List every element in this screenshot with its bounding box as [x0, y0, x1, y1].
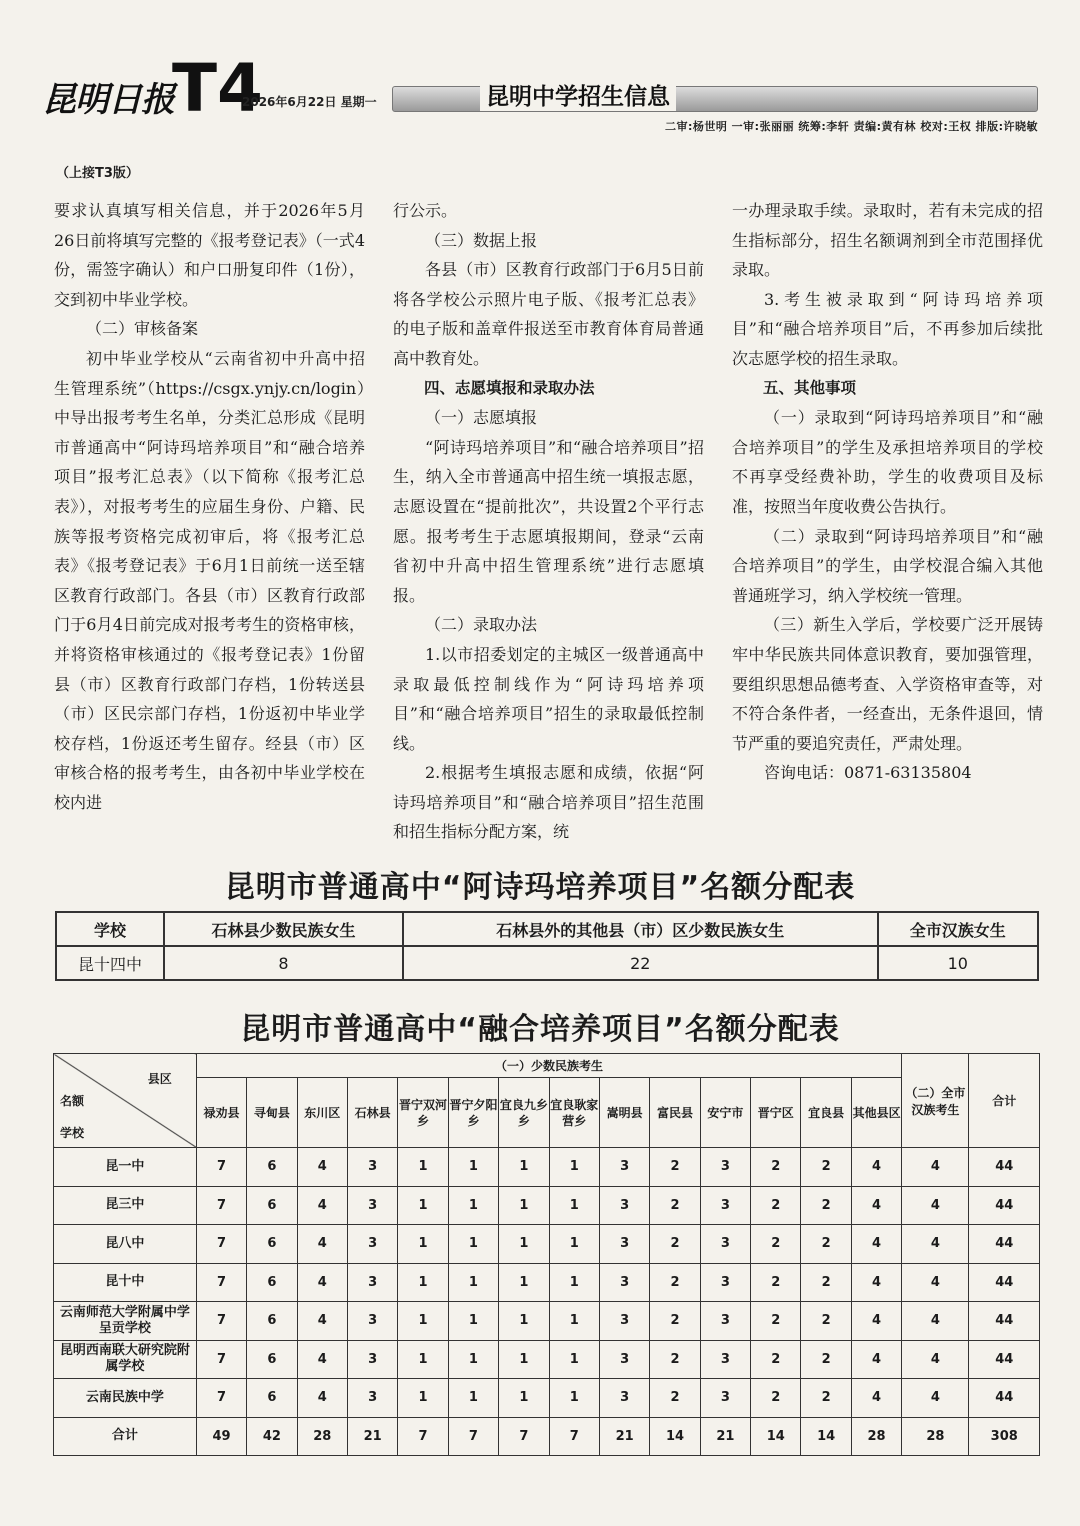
quota-cell: 3 [599, 1340, 649, 1379]
table-cell: 10 [878, 946, 1038, 980]
quota-cell: 21 [599, 1417, 649, 1456]
quota-cell: 4 [851, 1225, 901, 1264]
quota-cell: 6 [247, 1148, 297, 1187]
quota-cell: 4 [902, 1340, 969, 1379]
quota-cell: 14 [801, 1417, 851, 1456]
quota-cell: 14 [751, 1417, 801, 1456]
county-header: 富民县 [650, 1078, 700, 1148]
column-header: 全市汉族女生 [878, 912, 1038, 946]
quota-cell: 1 [549, 1148, 599, 1187]
quota-cell: 4 [297, 1186, 347, 1225]
ashima-quota-table [55, 911, 1039, 981]
article-paragraph: 1.以市招委划定的主城区一级普通高中录取最低控制线作为“阿诗玛培养项目”和“融合培养项目”招生的录取最低控制线。 [393, 644, 704, 753]
quota-cell: 2 [801, 1340, 851, 1379]
county-header: 晋宁区 [751, 1078, 801, 1148]
quota-cell: 44 [969, 1263, 1040, 1302]
quota-cell: 3 [599, 1379, 649, 1418]
quota-cell: 14 [650, 1417, 700, 1456]
quota-cell: 3 [700, 1263, 750, 1302]
quota-cell: 7 [499, 1417, 549, 1456]
quota-cell: 2 [751, 1379, 801, 1418]
article-paragraph: 四、志愿填报和录取办法 [424, 378, 595, 397]
table1-title: 昆明市普通高中“阿诗玛培养项目”名额分配表 [224, 870, 856, 905]
quota-cell: 4 [297, 1148, 347, 1187]
column-header: 石林县少数民族女生 [164, 912, 403, 946]
quota-cell: 1 [398, 1302, 448, 1341]
quota-cell: 7 [196, 1340, 246, 1379]
quota-cell: 4 [297, 1225, 347, 1264]
county-header: 宜良耿家营乡 [549, 1078, 599, 1148]
table-cell: 昆十四中 [56, 946, 164, 980]
quota-cell: 1 [448, 1340, 498, 1379]
table-cell: 8 [164, 946, 403, 980]
school-name: 昆三中 [54, 1186, 197, 1225]
quota-cell: 1 [398, 1340, 448, 1379]
quota-cell: 3 [700, 1148, 750, 1187]
article-paragraph: （三）新生入学后，学校要广泛开展铸牢中华民族共同体意识教育，要加强管理，要组织思想品德考查、入学资格审查等，对不符合条件者，一经查出，无条件退回，情节严重的要追究责任，严肃处理。 [732, 615, 1043, 753]
quota-cell: 44 [969, 1225, 1040, 1264]
quota-cell: 4 [851, 1263, 901, 1302]
table-row [54, 1225, 1040, 1264]
quota-cell: 1 [448, 1225, 498, 1264]
table-row [54, 1417, 1040, 1456]
school-name: 昆一中 [54, 1148, 197, 1187]
quota-cell: 7 [196, 1379, 246, 1418]
quota-cell: 3 [599, 1186, 649, 1225]
quota-cell: 2 [650, 1379, 700, 1418]
section-title: 昆明中学招生信息 [480, 78, 676, 111]
quota-cell: 1 [398, 1263, 448, 1302]
quota-cell: 6 [247, 1186, 297, 1225]
quota-cell: 44 [969, 1302, 1040, 1341]
quota-cell: 44 [969, 1186, 1040, 1225]
quota-cell: 1 [448, 1302, 498, 1341]
minority-group-header: （一）少数民族考生 [196, 1054, 901, 1078]
quota-cell: 1 [448, 1263, 498, 1302]
article-paragraph: （二）录取办法 [425, 615, 538, 635]
school-name: 昆明西南联大研究院附属学校 [54, 1340, 197, 1379]
quota-cell: 1 [499, 1340, 549, 1379]
article-paragraph: 2.根据考生填报志愿和成绩，依据“阿诗玛培养项目”和“融合培养项目”招生范围和招生指标分配方案，统 [393, 763, 704, 842]
article-paragraph: 行公示。 [393, 201, 458, 220]
quota-cell: 21 [347, 1417, 397, 1456]
county-header: 石林县 [347, 1078, 397, 1148]
quota-cell: 2 [751, 1302, 801, 1341]
quota-cell: 1 [448, 1186, 498, 1225]
quota-cell: 4 [902, 1148, 969, 1187]
county-header: 嵩明县 [599, 1078, 649, 1148]
quota-cell: 21 [700, 1417, 750, 1456]
article-column-2 [393, 196, 704, 847]
quota-cell: 4 [851, 1379, 901, 1418]
county-header: 东川区 [297, 1078, 347, 1148]
quota-cell: 4 [902, 1186, 969, 1225]
quota-cell: 1 [499, 1225, 549, 1264]
table-row [54, 1302, 1040, 1341]
quota-cell: 3 [700, 1225, 750, 1264]
quota-cell: 1 [549, 1186, 599, 1225]
school-name: 云南民族中学 [54, 1379, 197, 1418]
quota-cell: 2 [801, 1148, 851, 1187]
quota-cell: 1 [499, 1379, 549, 1418]
quota-cell: 3 [599, 1225, 649, 1264]
quota-cell: 6 [247, 1340, 297, 1379]
table-row [54, 1379, 1040, 1418]
table-corner-cell: 县区 名额 学校 [54, 1054, 197, 1148]
article-column-1 [54, 196, 365, 847]
quota-cell: 3 [700, 1340, 750, 1379]
article-paragraph: （二）录取到“阿诗玛培养项目”和“融合培养项目”的学生，由学校混合编入其他普通班学习，纳入学校统一管理。 [732, 526, 1043, 605]
quota-cell: 2 [650, 1225, 700, 1264]
quota-cell: 7 [448, 1417, 498, 1456]
quota-cell: 1 [549, 1263, 599, 1302]
quota-cell: 4 [297, 1340, 347, 1379]
table-row [54, 1186, 1040, 1225]
article-body [54, 196, 1044, 847]
article-paragraph: 初中毕业学校从“云南省初中升高中招生管理系统”（https://csgx.ynjy.cn/login）中导出报考考生名单，分类汇总形成《昆明市普通高中“阿诗玛培养项目”和“融合培养项目”报考汇总表》（以下简称《报考汇总表》），对报考考生的应届生身份、户籍、民族等报考资格完成初审后，将《报考汇总表》《报考登记表》于6月1日前统一送至辖区教育行政部门。各县（市）区教育行政部门于6月4日前完成对报考考生的资格审核，并将资格审核通过的《报考登记表》1份留县（市）区教育行政部门存档，1份转送县（市）区民宗部门存档，1份返初中毕业学校存档，1份返还考生留存。经县（市）区审核合格的报考考生，由各初中毕业学校在校内进 [54, 348, 365, 812]
quota-cell: 4 [851, 1340, 901, 1379]
article-paragraph: 五、其他事项 [763, 378, 857, 397]
integration-quota-table [53, 1053, 1040, 1456]
quota-cell: 3 [347, 1148, 397, 1187]
article-paragraph: 各县（市）区教育行政部门于6月5日前将各学校公示照片电子版、《报考汇总表》的电子版和盖章件报送至市教育体育局普通高中教育处。 [393, 260, 704, 368]
quota-cell: 3 [347, 1302, 397, 1341]
quota-cell: 44 [969, 1379, 1040, 1418]
quota-cell: 1 [499, 1263, 549, 1302]
quota-cell: 3 [347, 1186, 397, 1225]
quota-cell: 1 [549, 1225, 599, 1264]
quota-cell: 2 [751, 1186, 801, 1225]
table-header-row [56, 912, 1038, 946]
quota-cell: 7 [196, 1302, 246, 1341]
school-name: 昆八中 [54, 1225, 197, 1264]
quota-cell: 2 [751, 1225, 801, 1264]
quota-cell: 4 [297, 1379, 347, 1418]
quota-cell: 2 [801, 1186, 851, 1225]
county-header: 其他县区 [851, 1078, 901, 1148]
quota-cell: 3 [599, 1263, 649, 1302]
quota-cell: 1 [398, 1379, 448, 1418]
quota-cell: 42 [247, 1417, 297, 1456]
quota-cell: 2 [650, 1340, 700, 1379]
quota-cell: 2 [751, 1148, 801, 1187]
quota-cell: 4 [902, 1379, 969, 1418]
page-number: T4 [172, 50, 263, 127]
county-header: 禄劝县 [196, 1078, 246, 1148]
quota-cell: 6 [247, 1225, 297, 1264]
quota-cell: 7 [196, 1186, 246, 1225]
quota-cell: 4 [902, 1225, 969, 1264]
column-header: 石林县外的其他县（市）区少数民族女生 [403, 912, 878, 946]
quota-cell: 3 [599, 1148, 649, 1187]
article-paragraph: 咨询电话：0871-63135804 [764, 763, 972, 783]
county-header: 晋宁双河乡 [398, 1078, 448, 1148]
quota-cell: 4 [902, 1302, 969, 1341]
article-paragraph: （一）录取到“阿诗玛培养项目”和“融合培养项目”的学生及承担培养项目的学校不再享受经费补助，学生的收费项目及标准，按照当年度收费公告执行。 [732, 408, 1043, 516]
quota-cell: 6 [247, 1379, 297, 1418]
quota-cell: 1 [499, 1186, 549, 1225]
quota-cell: 7 [549, 1417, 599, 1456]
quota-cell: 2 [801, 1263, 851, 1302]
article-paragraph: 3.考生被录取到“阿诗玛培养项目”和“融合培养项目”后，不再参加后续批次志愿学校的招生录取。 [732, 289, 1043, 368]
quota-cell: 7 [196, 1225, 246, 1264]
quota-cell: 44 [969, 1340, 1040, 1379]
quota-cell: 1 [398, 1225, 448, 1264]
quota-cell: 49 [196, 1417, 246, 1456]
quota-cell: 28 [902, 1417, 969, 1456]
quota-cell: 3 [599, 1302, 649, 1341]
quota-cell: 2 [801, 1302, 851, 1341]
article-paragraph: （三）数据上报 [425, 230, 538, 250]
article-column-3 [732, 196, 1043, 847]
quota-cell: 1 [549, 1340, 599, 1379]
quota-cell: 2 [650, 1263, 700, 1302]
quota-cell: 7 [196, 1148, 246, 1187]
article-paragraph: “阿诗玛培养项目”和“融合培养项目”招生，纳入全市普通高中招生统一填报志愿，志愿设置在“提前批次”，共设置2个平行志愿。报考考生于志愿填报期间，登录“云南省初中升高中招生管理系统”进行志愿填报。 [393, 437, 704, 605]
quota-cell: 3 [347, 1263, 397, 1302]
table-row [54, 1263, 1040, 1302]
quota-cell: 1 [499, 1148, 549, 1187]
quota-cell: 3 [700, 1379, 750, 1418]
quota-cell: 1 [499, 1302, 549, 1341]
masthead [42, 50, 1038, 133]
quota-cell: 2 [650, 1148, 700, 1187]
quota-cell: 2 [650, 1302, 700, 1341]
quota-cell: 3 [347, 1340, 397, 1379]
quota-cell: 3 [700, 1302, 750, 1341]
quota-cell: 1 [398, 1186, 448, 1225]
table-row [54, 1340, 1040, 1379]
county-header: 安宁市 [700, 1078, 750, 1148]
quota-cell: 4 [297, 1302, 347, 1341]
quota-cell: 2 [751, 1263, 801, 1302]
newspaper-logo: 昆明日报 [42, 80, 174, 120]
article-paragraph: （二）审核备案 [86, 319, 199, 339]
quota-cell: 3 [700, 1186, 750, 1225]
quota-cell: 7 [196, 1263, 246, 1302]
county-header: 宜良县 [801, 1078, 851, 1148]
county-header: 寻甸县 [247, 1078, 297, 1148]
quota-cell: 28 [851, 1417, 901, 1456]
article-paragraph: 要求认真填写相关信息，并于2026年5月26日前将填写完整的《报考登记表》（一式4份，需签字确认）和户口册复印件（1份），交到初中毕业学校。 [54, 201, 365, 309]
quota-cell: 2 [801, 1225, 851, 1264]
quota-cell: 3 [347, 1379, 397, 1418]
quota-cell: 1 [448, 1148, 498, 1187]
table2-title: 昆明市普通高中“融合培养项目”名额分配表 [240, 1012, 840, 1047]
table-cell: 22 [403, 946, 878, 980]
quota-cell: 3 [347, 1225, 397, 1264]
table-row [56, 946, 1038, 980]
quota-cell: 4 [902, 1263, 969, 1302]
quota-cell: 6 [247, 1302, 297, 1341]
school-name: 合计 [54, 1417, 197, 1456]
quota-cell: 44 [969, 1148, 1040, 1187]
quota-cell: 4 [297, 1263, 347, 1302]
continued-from-note: （上接T3版） [56, 166, 139, 181]
school-name: 昆十中 [54, 1263, 197, 1302]
quota-cell: 4 [851, 1186, 901, 1225]
quota-cell: 2 [801, 1379, 851, 1418]
column-header: 学校 [56, 912, 164, 946]
quota-cell: 1 [549, 1302, 599, 1341]
quota-cell: 2 [751, 1340, 801, 1379]
total-header: 合计 [969, 1054, 1040, 1148]
county-header: 晋宁夕阳乡 [448, 1078, 498, 1148]
quota-cell: 1 [398, 1148, 448, 1187]
school-name: 云南师范大学附属中学呈贡学校 [54, 1302, 197, 1341]
issue-date: 2026年6月22日 星期一 [242, 95, 377, 109]
quota-cell: 308 [969, 1417, 1040, 1456]
quota-cell: 1 [549, 1379, 599, 1418]
han-header: （二）全市汉族考生 [902, 1054, 969, 1148]
quota-cell: 4 [851, 1302, 901, 1341]
quota-cell: 7 [398, 1417, 448, 1456]
quota-cell: 28 [297, 1417, 347, 1456]
quota-cell: 2 [650, 1186, 700, 1225]
county-header: 宜良九乡乡 [499, 1078, 549, 1148]
article-paragraph: 一办理录取手续。录取时，若有未完成的招生指标部分，招生名额调剂到全市范围择优录取。 [732, 201, 1043, 280]
quota-cell: 4 [851, 1148, 901, 1187]
table-row [54, 1148, 1040, 1187]
article-paragraph: （一）志愿填报 [425, 408, 538, 428]
quota-cell: 6 [247, 1263, 297, 1302]
editorial-credits: 二审:杨世明 一审:张丽丽 统筹:李轩 责编:黄有林 校对:王权 排版:许晓敏 [664, 120, 1038, 133]
quota-cell: 1 [448, 1379, 498, 1418]
